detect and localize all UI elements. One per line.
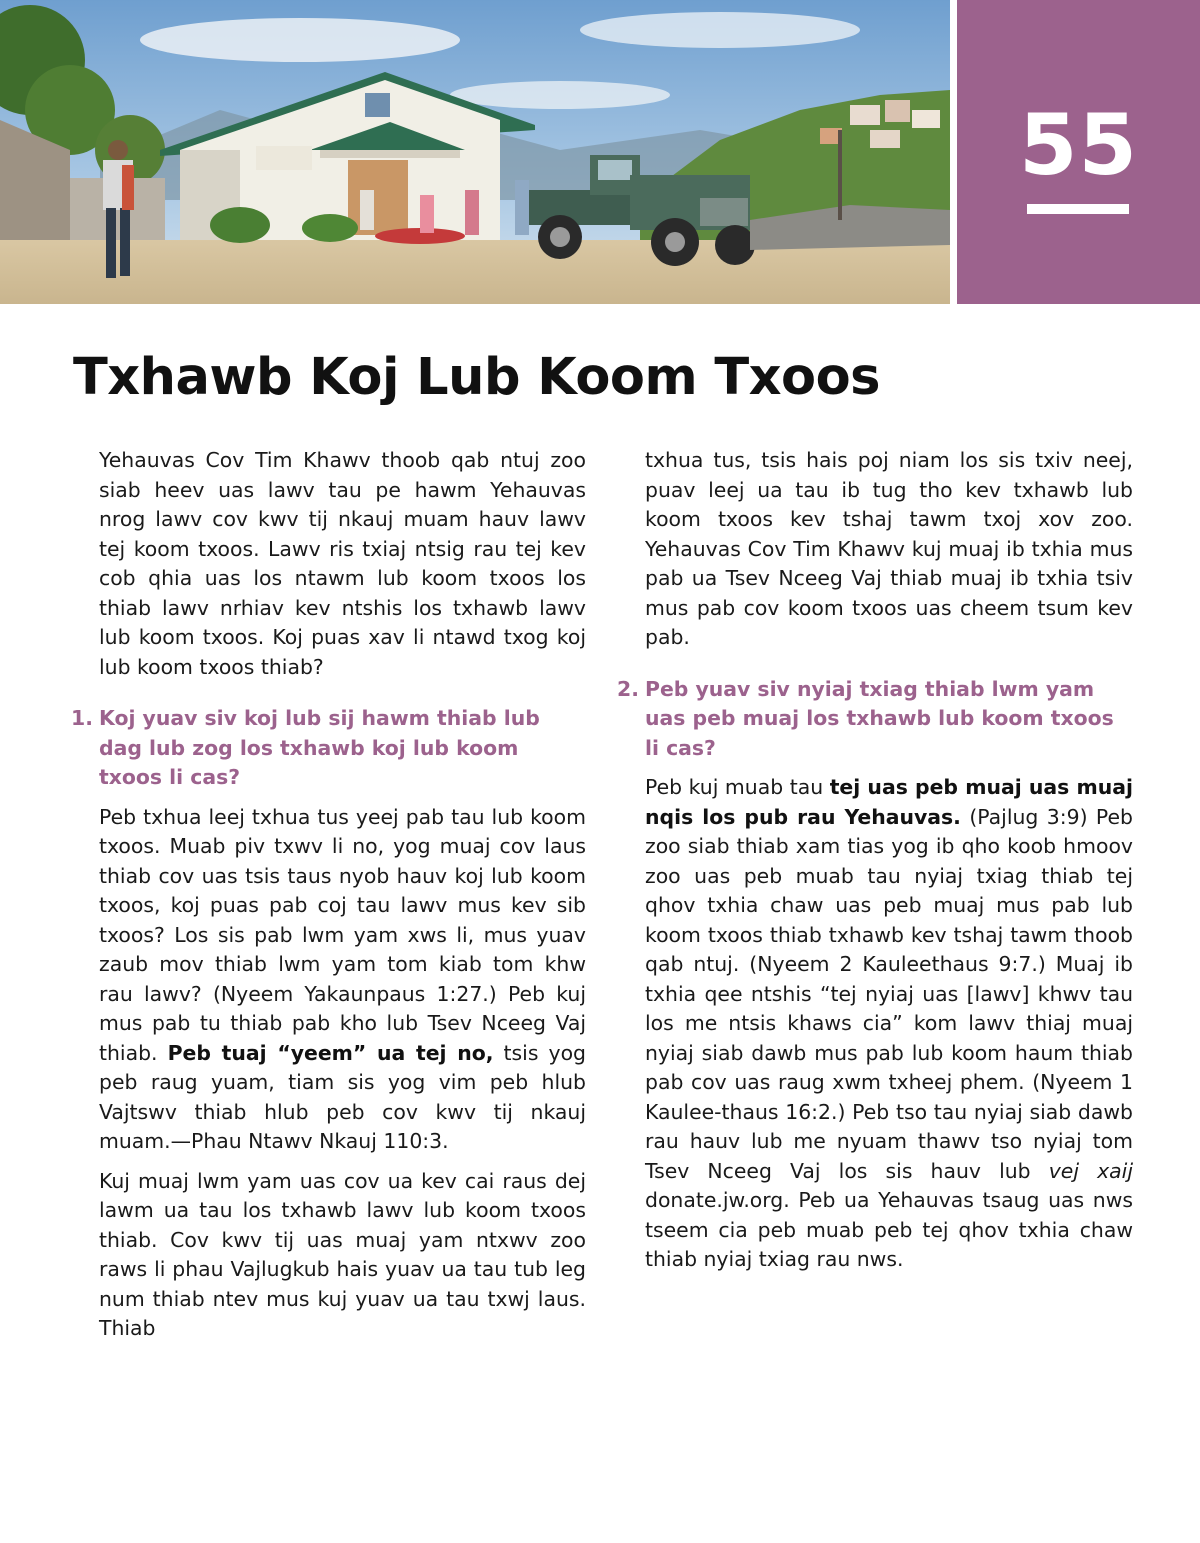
section-1-paragraph-1-bold: Peb tuaj “yeem” ua tej no, bbox=[167, 1040, 494, 1065]
section-2-heading bbox=[617, 675, 1133, 764]
section-2-paragraph-1-italic: vej xaij bbox=[1048, 1158, 1133, 1183]
left-column bbox=[71, 446, 586, 1354]
section-2-number: 2. bbox=[617, 676, 639, 701]
section-2-paragraph-1-text-b: (Pajlug 3:9) Peb zoo siab thiab xam tias yog ib qho koob hmoov zoo uas peb muab tau nyiaj txiag thiab tej qhov txhia chaw uas peb muaj mus pab lub koom txoos thiab txhawb kev tshaj tawm thoob qab ntuj. (Nyeem 2 Kauleethaus 9:7.) Muaj ib txhia qee ntshis “tej nyiaj uas [lawv] khwv tau los me ntsis khaws cia” kom lawv thiaj muaj nyiaj siab dawb mus pab lub koom haum thiab pab cov uas raug xwm txheej phem. (Nyeem 1 Kaulee-thaus 16:2.) Peb tso tau nyiaj siab dawb rau hauv lub me nyuam thawv tso nyiaj tom Tsev Nceeg Vaj los sis hauv lub bbox=[645, 804, 1133, 1183]
section-2-paragraph-1-bold: tej uas peb muaj uas muaj nqis los pub rau Yehauvas. bbox=[645, 775, 1133, 829]
section-2-paragraph-1-text-a: Peb kuj muab tau bbox=[645, 775, 830, 799]
lesson-number-box bbox=[957, 0, 1200, 304]
lesson-number: 55 bbox=[1019, 96, 1138, 194]
section-1-paragraph-2-continued: txhua tus, tsis hais poj niam los sis txiv neej, puav leej ua tau ib tug tho kev txhawb lub koom txoos kev tshaj tawm txoj xov zoo. Yehauvas Cov Tim Khawv kuj muaj ib txhia mus pab ua Tsev Nceeg Vaj thiab muaj ib txhia tsiv mus pab cov koom txoos uas cheem tsum kev pab. bbox=[645, 448, 1133, 649]
section-1-heading bbox=[71, 704, 586, 793]
section-1-paragraph-1 bbox=[99, 803, 586, 1157]
section-2-paragraph-1-text-c: donate.jw.org. Peb ua Yehauvas tsaug uas nws tseem cia peb muab peb tej qhov txhia chaw thiab nyiaj txiag rau nws. bbox=[645, 1188, 1133, 1271]
section-1-paragraph-1-text-a: Peb txhua leej txhua tus yeej pab tau lub koom txoos. Muab piv txwv li no, yog muaj cov laus thiab cov uas tsis taus nyob hauv koj lub koom txoos, koj puas pab coj tau lawv mus kev sib txoos? Los sis pab lwm yam xws li, mus yuav zaub mov thiab lwm yam tom kiab tom khw rau lawv? (Nyeem Yakaunpaus 1:27.) Peb kuj mus pab tu thiab pab kho lub Tsev Nceeg Vaj thiab. bbox=[99, 804, 586, 1065]
lesson-number-underline bbox=[1027, 204, 1129, 214]
page-title: Txhawb Koj Lub Koom Txoos bbox=[73, 348, 880, 407]
right-column bbox=[617, 446, 1133, 1285]
section-1-paragraph-2: Kuj muaj lwm yam uas cov ua kev cai raus dej lawm ua tau los txhawb lawv lub koom txoos thiab. Cov kwv tij uas muaj yam ntxwv zoo raws li phau Vajlugkub hais yuav ua tau tub leg num thiab ntev mus kuj yuav ua tau txwj laus. Thiab bbox=[99, 1168, 586, 1340]
section-2-heading-text: Peb yuav siv nyiaj txiag thiab lwm yam uas peb muaj los txhawb lub koom txoos li cas? bbox=[645, 676, 1114, 760]
intro-paragraph: Yehauvas Cov Tim Khawv thoob qab ntuj zoo siab heev uas lawv tau pe hawm Yehauvas nrog lawv cov kwv tij nkauj muam hauv lawv tej koom txoos. Lawv ris txiaj ntsig rau tej kev cob qhia uas los ntawm lub koom txoos los thiab lawv nrhiav kev ntshis los txhawb lawv lub koom txoos. Koj puas xav li ntawd txog koj lub koom txoos thiab? bbox=[99, 448, 586, 679]
section-1-number: 1. bbox=[71, 706, 93, 730]
section-1-heading-text: Koj yuav siv koj lub sij hawm thiab lub dag lub zog los txhawb koj lub koom txoos li cas? bbox=[99, 706, 540, 789]
section-2-paragraph-1 bbox=[645, 773, 1133, 1275]
section-1-paragraph-1-text-b: tsis yog peb raug yuam, tiam sis yog vim peb hlub Vajtswv thiab hlub peb cov kwv tij nkauj muam.—Phau Ntawv Nkauj 110:3. bbox=[99, 1040, 586, 1153]
hero-photo bbox=[0, 0, 950, 304]
